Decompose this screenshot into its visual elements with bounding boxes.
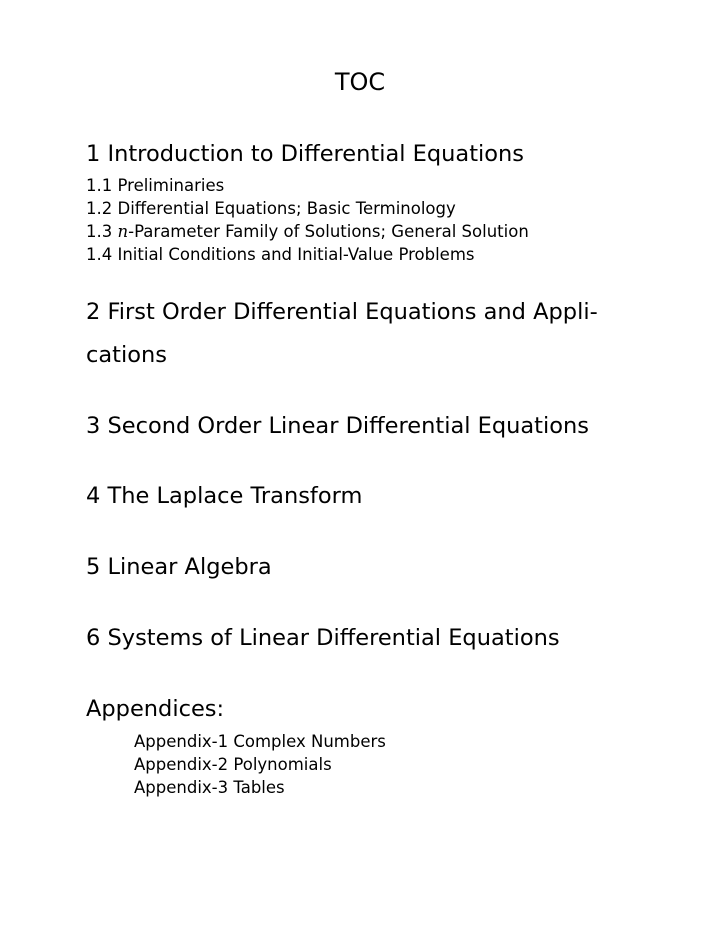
section-1-3: [86, 220, 529, 243]
section-1-1: 1.1 Preliminaries: [86, 176, 225, 195]
chapter-3-heading: 3 Second Order Linear Differential Equations: [86, 413, 590, 439]
chapter-2-heading-line2: cations: [86, 342, 167, 368]
appendix-item: Appendix-2 Polynomials: [134, 755, 332, 774]
appendix-item: Appendix-3 Tables: [134, 778, 285, 797]
chapter-5-heading: 5 Linear Algebra: [86, 554, 272, 580]
appendix-item: Appendix-1 Complex Numbers: [134, 732, 386, 751]
section-1-4: 1.4 Initial Conditions and Initial-Value Problems: [86, 245, 475, 264]
chapter-1-section-list: [86, 174, 529, 266]
chapter-2-heading-line1: 2 First Order Differential Equations and Appli-: [86, 299, 598, 325]
section-1-3-text: -Parameter Family of Solutions; General Solution: [128, 222, 529, 241]
chapter-4-heading: 4 The Laplace Transform: [86, 483, 363, 509]
appendix-list: [134, 730, 386, 799]
appendices-heading: Appendices:: [86, 696, 225, 722]
section-1-3-number: 1.3: [86, 222, 118, 241]
toc-title: TOC: [334, 68, 386, 96]
section-1-3-variable: n: [117, 222, 129, 241]
chapter-1-heading: 1 Introduction to Differential Equations: [86, 141, 525, 167]
section-1-2: 1.2 Differential Equations; Basic Terminology: [86, 199, 456, 218]
chapter-6-heading: 6 Systems of Linear Differential Equations: [86, 625, 560, 651]
